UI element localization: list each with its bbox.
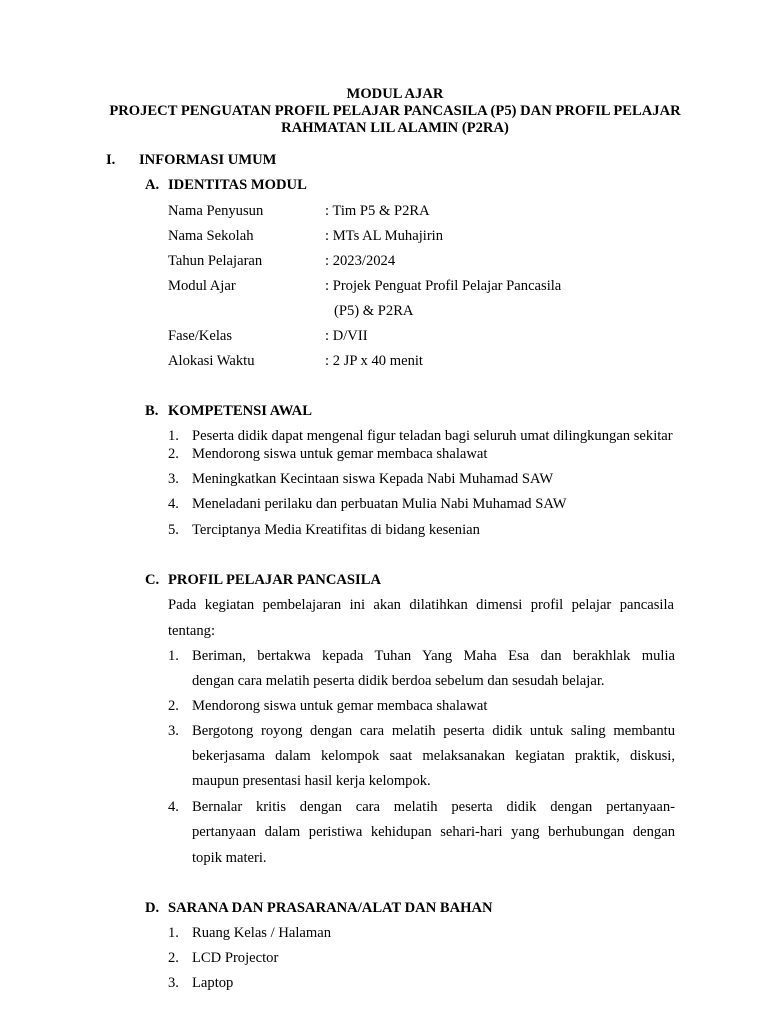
list-item-number: 4. (168, 799, 179, 815)
subsection-heading-profil-pelajar: PROFIL PELAJAR PANCASILA (168, 572, 381, 588)
subsection-letter-b: B. (145, 403, 159, 419)
identitas-value-nama-penyusun: : Tim P5 & P2RA (325, 203, 430, 219)
list-item: Mendorong siswa untuk gemar membaca shalawat (192, 698, 488, 714)
list-item-cont: bekerjasama dalam kelompok saat melaksanakan kegiatan praktik, diskusi, (192, 748, 675, 764)
list-item-number: 2. (168, 698, 179, 714)
module-subtitle-line1: PROJECT PENGUATAN PROFIL PELAJAR PANCASILA (P5) DAN PROFIL PELAJAR (109, 103, 681, 119)
identitas-label-fase-kelas: Fase/Kelas (168, 328, 233, 344)
subsection-heading-identitas-modul: IDENTITAS MODUL (168, 177, 307, 193)
identitas-value-tahun-pelajaran: : 2023/2024 (325, 253, 396, 269)
list-item-number: 3. (168, 471, 179, 487)
list-item-number: 2. (168, 950, 179, 966)
identitas-label-alokasi-waktu: Alokasi Waktu (168, 353, 255, 369)
list-item: Beriman, bertakwa kepada Tuhan Yang Maha Esa dan berakhlak mulia (192, 648, 675, 664)
list-item-cont: topik materi. (192, 850, 267, 866)
list-item-number: 3. (168, 975, 179, 991)
subsection-heading-sarana: SARANA DAN PRASARANA/ALAT DAN BAHAN (168, 900, 493, 916)
module-subtitle-line2: RAHMATAN LIL ALAMIN (P2RA) (281, 120, 509, 136)
module-title: MODUL AJAR (346, 86, 444, 102)
subsection-letter-c: C. (145, 572, 160, 588)
section-heading-informasi-umum: INFORMASI UMUM (139, 152, 277, 168)
identitas-label-modul-ajar: Modul Ajar (168, 278, 236, 294)
list-item-number: 2. (168, 446, 179, 462)
subsection-letter-a: A. (145, 177, 160, 193)
identitas-value-alokasi-waktu: : 2 JP x 40 menit (325, 353, 423, 369)
list-item-number: 3. (168, 723, 179, 739)
identitas-value-modul-ajar-cont: (P5) & P2RA (334, 303, 414, 319)
list-item: Meningkatkan Kecintaan siswa Kepada Nabi Muhamad SAW (192, 471, 554, 487)
list-item: Bergotong royong dengan cara melatih peserta didik untuk saling membantu (192, 723, 675, 739)
profil-intro-line2: tentang: (168, 623, 216, 639)
list-item: LCD Projector (192, 950, 279, 966)
list-item-number: 1. (168, 428, 179, 444)
list-item-number: 5. (168, 522, 179, 538)
list-item: Bernalar kritis dengan cara melatih peserta didik dengan pertanyaan- (192, 799, 675, 815)
identitas-label-tahun-pelajaran: Tahun Pelajaran (168, 253, 263, 269)
list-item-cont: dengan cara melatih peserta didik berdoa sebelum dan sesudah belajar. (192, 673, 605, 689)
list-item: Meneladani perilaku dan perbuatan Mulia Nabi Muhamad SAW (192, 496, 567, 512)
list-item: Ruang Kelas / Halaman (192, 925, 332, 941)
identitas-value-nama-sekolah: : MTs AL Muhajirin (325, 228, 444, 244)
subsection-letter-d: D. (145, 900, 160, 916)
section-numeral: I. (106, 152, 116, 168)
list-item-number: 4. (168, 496, 179, 512)
list-item-cont: maupun presentasi hasil kerja kelompok. (192, 773, 431, 789)
list-item: Peserta didik dapat mengenal figur teladan bagi seluruh umat dilingkungan sekitar (192, 428, 673, 444)
identitas-value-fase-kelas: : D/VII (325, 328, 368, 344)
identitas-label-nama-penyusun: Nama Penyusun (168, 203, 264, 219)
list-item: Laptop (192, 975, 234, 991)
list-item: Mendorong siswa untuk gemar membaca shalawat (192, 446, 488, 462)
identitas-value-modul-ajar: : Projek Penguat Profil Pelajar Pancasila (325, 278, 562, 294)
list-item-number: 1. (168, 648, 179, 664)
list-item: Terciptanya Media Kreatifitas di bidang kesenian (192, 522, 480, 538)
subsection-heading-kompetensi-awal: KOMPETENSI AWAL (168, 403, 312, 419)
list-item-number: 1. (168, 925, 179, 941)
identitas-label-nama-sekolah: Nama Sekolah (168, 228, 254, 244)
list-item-cont: pertanyaan dalam peristiwa kehidupan sehari-hari yang berhubungan dengan (192, 824, 675, 840)
profil-intro-line1: Pada kegiatan pembelajaran ini akan dilatihkan dimensi profil pelajar pancasila (168, 597, 674, 613)
